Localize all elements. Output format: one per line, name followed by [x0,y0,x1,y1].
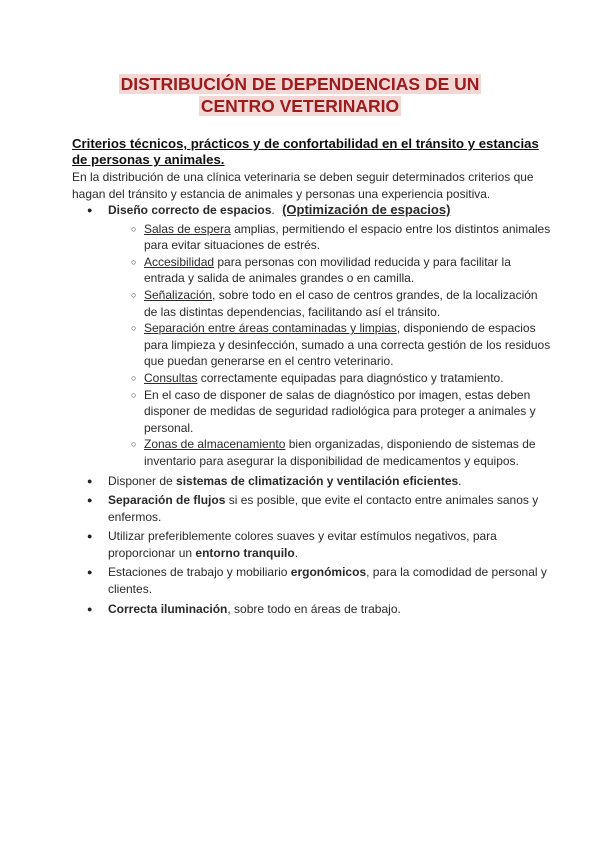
criteria-list [72,202,552,620]
climate-pre: Disponer de [108,473,177,488]
title-line-1: DISTRIBUCIÓN DE DEPENDENCIAS DE UN [120,74,480,94]
section-heading: Criterios técnicos, prácticos y de confortabilidad en el tránsito y estancias de personas y animales. [72,136,539,167]
sublist-item [108,387,552,437]
sub-text: bien organizadas, disponiendo de sistemas de inventario para asegurar la disponibilidad de medicamentos y equipos. [144,437,536,468]
sub-text: , sobre todo en el caso de centros grandes, de la localización de las distintas dependencias, facilitando así el tránsito. [144,287,538,319]
sublist-item [108,254,552,287]
design-note: (Optimización de espacios) [282,202,451,217]
sub-term: Señalización [144,287,213,302]
design-sublist [108,221,552,470]
workstations-pre: Estaciones de trabajo y mobiliario [108,565,291,580]
workstations-bold: ergonómicos [290,565,367,580]
lighting-bold: Correcta iluminación [108,601,228,616]
sub-text: para personas con movilidad reducida y para facilitar la entrada y salida de animales grandes o en camilla. [144,254,511,286]
sub-term: Separación entre áreas contaminadas y limpias [144,321,397,336]
sub-term: Salas de espera [144,221,231,236]
design-dot: . [271,203,275,217]
workstations-post: , para la comodidad de personal y clientes. [108,565,547,597]
sublist-item [108,436,552,469]
lighting-post: , sobre todo en áreas de trabajo. [227,601,401,616]
page-title [0,73,600,117]
flows-post: si es posible, que evite el contacto entre animales sanos y enfermos. [108,493,539,524]
climate-bold: sistemas de climatización y ventilación eficientes [176,473,459,488]
sub-term: Consultas [144,370,198,385]
climate-post: . [458,473,462,488]
list-item-design [72,202,552,470]
sublist-item [108,221,552,254]
colors-pre: Utilizar preferiblemente colores suaves y evitar estímulos negativos, para proporcionar un [108,529,497,560]
sub-text: correctamente equipadas para diagnóstico y tratamiento. [197,370,504,385]
sublist-item [108,320,552,370]
colors-post: . [294,545,299,560]
flows-bold: Separación de flujos [108,493,226,508]
design-label: Diseño correcto de espacios [108,203,272,217]
sub-text: amplias, permitiendo el espacio entre los distintos animales para evitar situaciones de estrés. [144,221,551,253]
sublist-item [108,287,552,320]
list-item-flows [72,492,552,525]
colors-bold: entorno tranquilo [195,545,295,560]
list-item-lighting [72,601,552,618]
title-line-2: CENTRO VETERINARIO [200,96,400,116]
sub-text: En el caso de disponer de salas de diagnóstico por imagen, estas deben disponer de medidas de seguridad radiológica para proteger a animales y personal. [144,387,536,435]
sub-text: , disponiendo de espacios para limpieza y desinfección, sumado a una correcta gestión de los residuos que puedan generarse en el centro veterinario. [144,321,551,369]
list-item-workstations [72,564,552,597]
sub-term: Zonas de almacenamiento [144,437,286,452]
sublist-item [108,370,552,387]
intro-paragraph: En la distribución de una clínica veterinaria se deben seguir determinados criterios que hagan del tránsito y estancia de animales y personas una experiencia positiva. [72,170,534,201]
sub-term: Accesibilidad [144,254,215,269]
list-item-colors [72,528,552,561]
list-item-climate [72,473,552,490]
